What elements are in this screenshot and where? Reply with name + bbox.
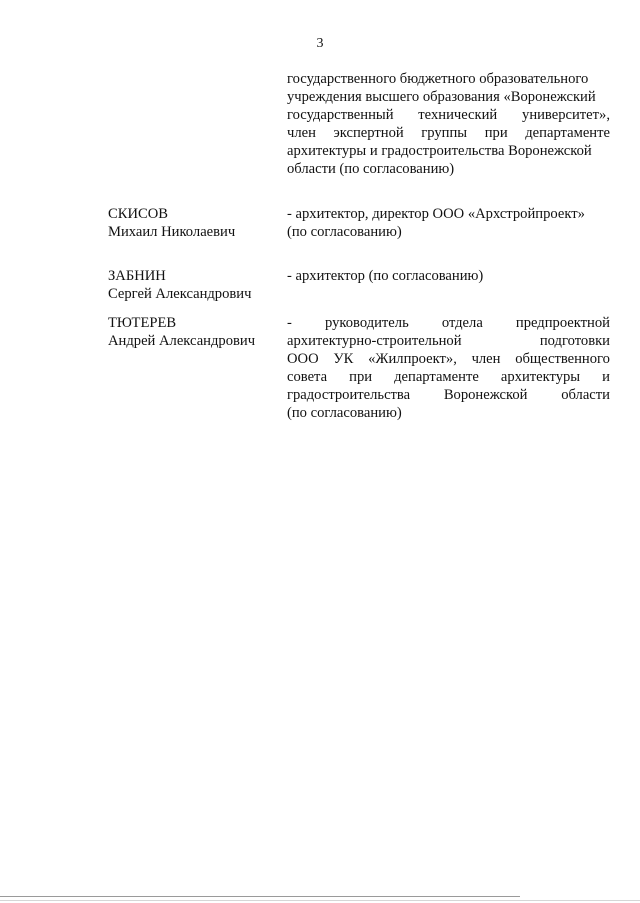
member-description <box>287 205 610 241</box>
description-line <box>287 386 610 404</box>
description-line: области (по согласованию) <box>287 161 455 177</box>
description-word: предпроектной <box>515 315 610 331</box>
description-word: экспертной <box>333 125 404 141</box>
page-number: 3 <box>316 36 324 51</box>
description-word: области <box>561 387 610 403</box>
member-surname: ТЮТЕРЕВ <box>108 315 177 331</box>
description-line <box>287 350 610 368</box>
description-word: департаменте <box>394 369 479 385</box>
description-word: при <box>349 369 373 385</box>
description-line: (по согласованию) <box>287 224 402 240</box>
description-word: при <box>484 125 508 141</box>
description-word: общественного <box>515 351 610 367</box>
description-word: руководитель <box>324 315 409 331</box>
description-line: (по согласованию) <box>287 405 402 421</box>
description-word: член <box>471 351 501 367</box>
member-first-name-patronymic: Сергей Александрович <box>108 286 252 302</box>
description-word: градостроительства <box>287 387 411 403</box>
description-word: ООО <box>287 351 319 367</box>
description-word: и <box>602 369 610 385</box>
member-description <box>287 267 610 285</box>
member-first-name-patronymic: Андрей Александрович <box>108 333 256 349</box>
continuation-description <box>287 70 610 178</box>
description-word: - <box>287 315 292 331</box>
description-word: университет», <box>522 107 610 123</box>
description-line: - архитектор, директор ООО «Архстройпроект» <box>287 206 585 222</box>
description-word: архитектуры <box>500 369 581 385</box>
description-word: совета <box>287 369 328 385</box>
description-word: «Жилпроект», <box>368 351 457 367</box>
description-word: подготовки <box>539 333 610 349</box>
description-word: технический <box>418 107 498 123</box>
description-word: отдела <box>441 315 483 331</box>
member-name-block <box>108 314 283 350</box>
member-description <box>287 314 610 422</box>
description-word: департаменте <box>525 125 610 141</box>
description-line <box>287 124 610 142</box>
bottom-divider <box>0 900 640 901</box>
bottom-divider <box>0 896 520 897</box>
description-line: государственного бюджетного образовательного <box>287 71 589 87</box>
description-word: УК <box>333 351 354 367</box>
member-first-name-patronymic: Михаил Николаевич <box>108 224 236 240</box>
member-surname: СКИСОВ <box>108 206 169 222</box>
description-line <box>287 332 610 350</box>
description-line <box>287 106 610 124</box>
description-line: архитектуры и градостроительства Воронежской <box>287 143 592 159</box>
description-word: член <box>287 125 316 141</box>
description-word: Воронежской <box>443 387 528 403</box>
description-word: группы <box>421 125 468 141</box>
description-line: учреждения высшего образования «Воронежский <box>287 89 596 105</box>
description-line: - архитектор (по согласованию) <box>287 268 484 284</box>
description-word: государственный <box>287 107 394 123</box>
description-line <box>287 368 610 386</box>
member-name-block <box>108 267 283 303</box>
member-name-block <box>108 205 283 241</box>
description-line <box>287 314 610 332</box>
description-word: архитектурно-строительной <box>287 333 462 349</box>
member-surname: ЗАБНИН <box>108 268 166 284</box>
